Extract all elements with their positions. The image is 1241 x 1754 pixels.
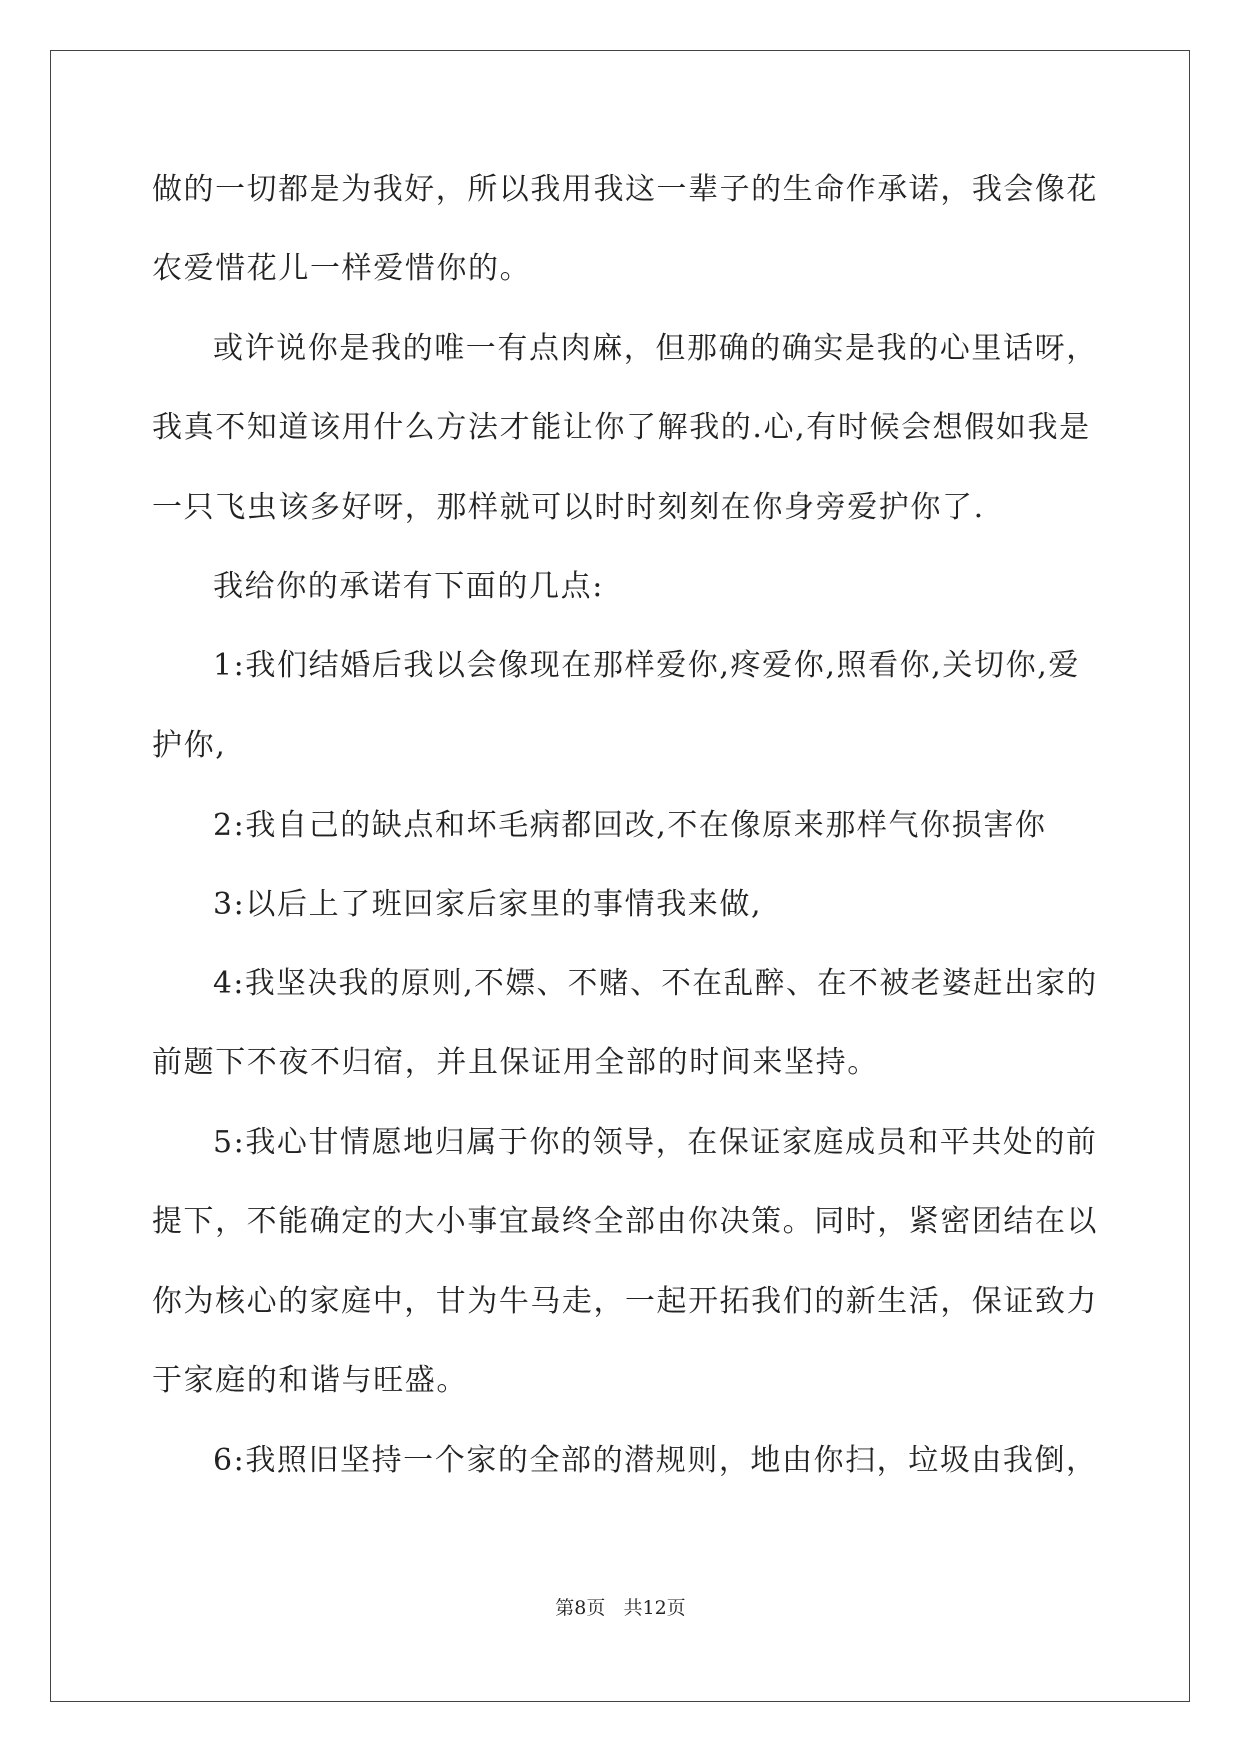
text-line: 你为核心的家庭中，甘为牛马走，一起开拓我们的新生活，保证致力: [152, 1284, 1099, 1319]
text-line: 提下，不能确定的大小事宜最终全部由你决策。同时，紧密团结在以: [152, 1204, 1099, 1239]
text-line: 农爱惜花儿一样爱惜你的。: [152, 251, 532, 286]
page-footer: 第8页 共12页: [555, 1597, 686, 1619]
list-item-4: 4:我坚决我的原则,不嫖、不赌、不在乱醉、在不被老婆赶出家的: [213, 966, 1098, 1001]
text-line: 护你,: [152, 728, 227, 763]
paragraph-start: 或许说你是我的唯一有点肉麻，但那确的确实是我的心里话呀，: [213, 331, 1098, 366]
list-item-3: 3:以后上了班回家后家里的事情我来做,: [213, 887, 763, 922]
paragraph-start: 我给你的承诺有下面的几点:: [213, 569, 604, 604]
list-item-6: 6:我照旧坚持一个家的全部的潜规则，地由你扫，垃圾由我倒，: [213, 1443, 1098, 1478]
text-line: 我真不知道该用什么方法才能让你了解我的.心,有时候会想假如我是: [152, 410, 1091, 445]
text-line: 做的一切都是为我好，所以我用我这一辈子的生命作承诺，我会像花: [152, 172, 1099, 207]
list-item-5: 5:我心甘情愿地归属于你的领导，在保证家庭成员和平共处的前: [213, 1125, 1098, 1160]
text-line: 前题下不夜不归宿，并且保证用全部的时间来坚持。: [152, 1045, 879, 1080]
text-line: 于家庭的和谐与旺盛。: [152, 1363, 468, 1398]
list-item-2: 2:我自己的缺点和坏毛病都回改,不在像原来那样气你损害你: [213, 808, 1047, 843]
text-line: 一只飞虫该多好呀，那样就可以时时刻刻在你身旁爱护你了.: [152, 490, 985, 525]
list-item-1: 1:我们结婚后我以会像现在那样爱你,疼爱你,照看你,关切你,爱: [213, 648, 1080, 683]
